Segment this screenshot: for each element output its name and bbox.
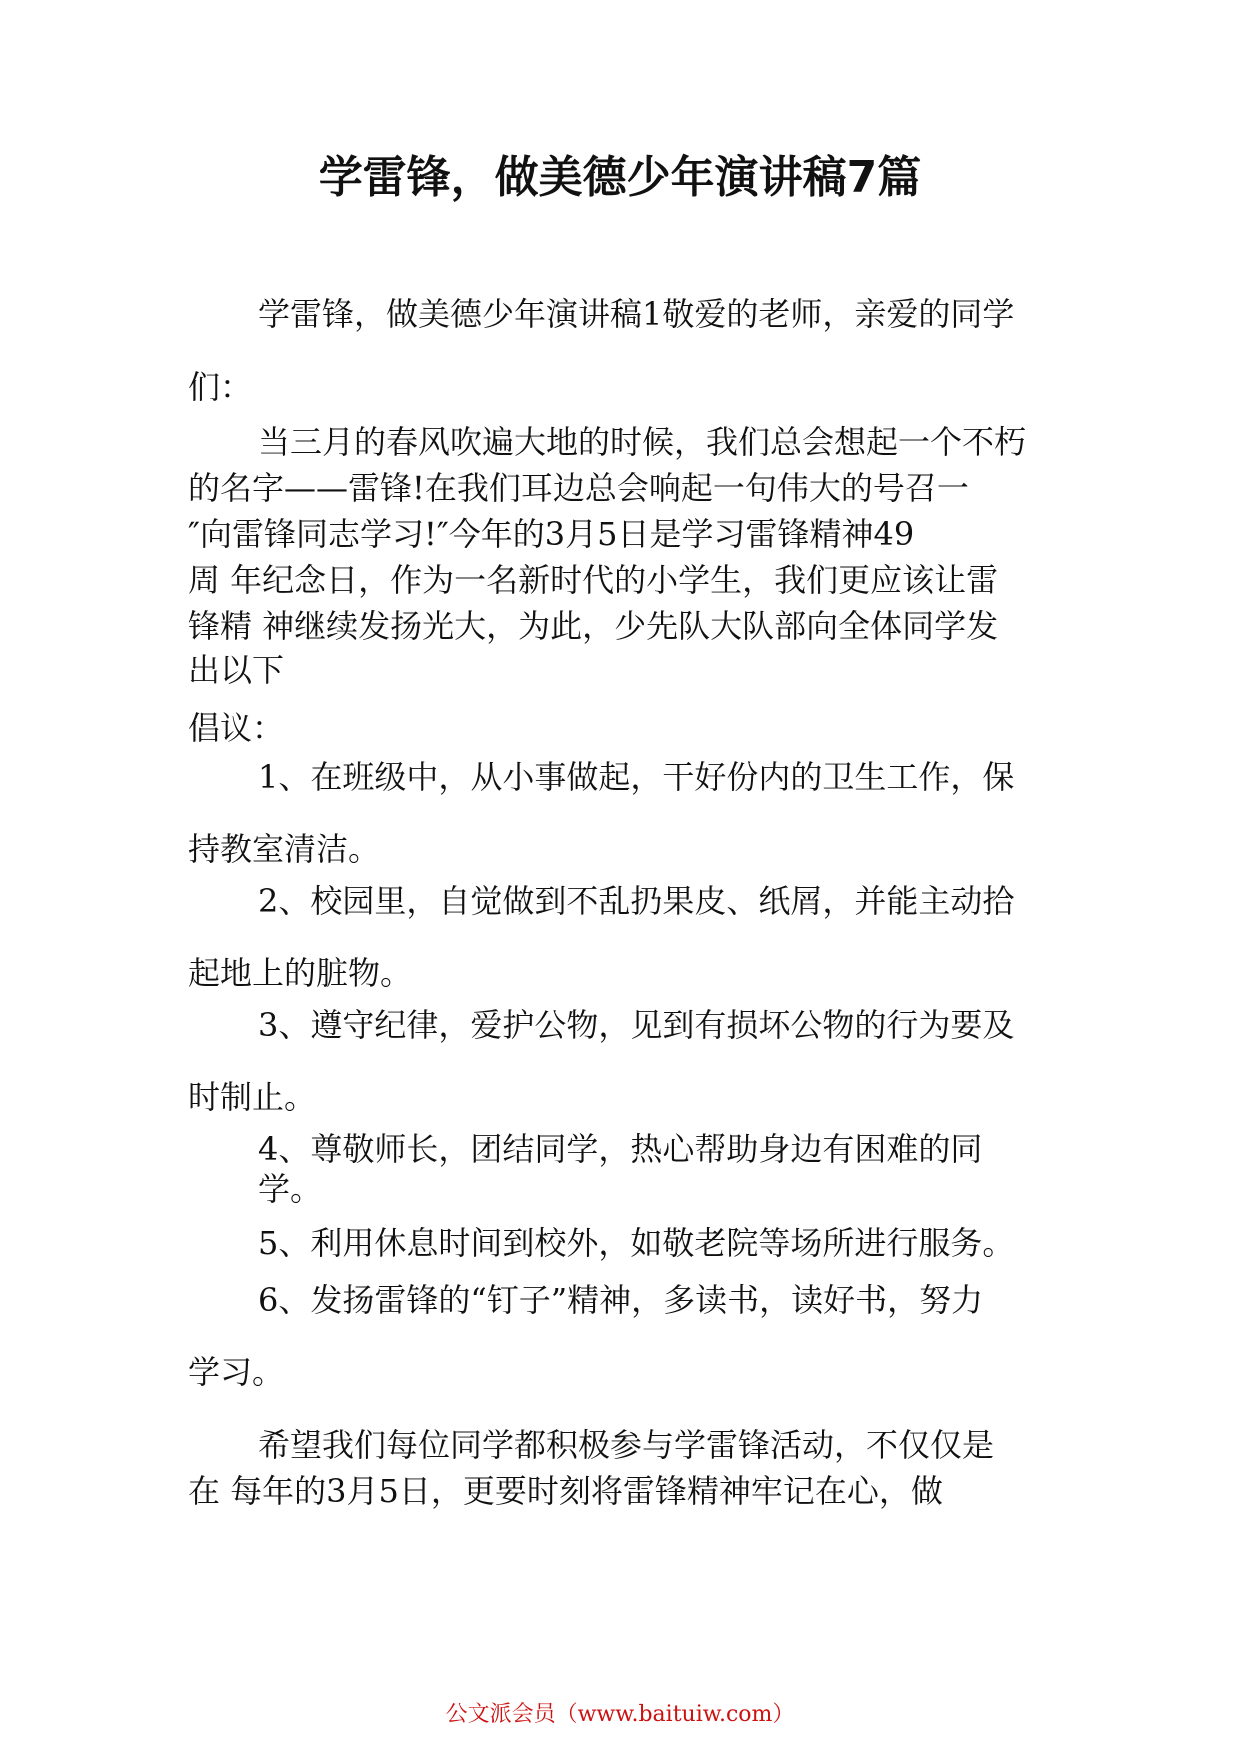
body-line: 学习。 (188, 1353, 285, 1391)
body-line: 当三月的春风吹遍大地的时候，我们总会想起一个不朽 (258, 423, 1027, 461)
body-line: 5、利用休息时间到校外，如敬老院等场所进行服务。 (258, 1224, 1015, 1262)
body-line: 周 年纪念日，作为一名新时代的小学生，我们更应该让雷 (188, 561, 999, 599)
body-line: 在 每年的3月5日，更要时刻将雷锋精神牢记在心，做 (188, 1472, 943, 1510)
body-line: 3、遵守纪律，爱护公物，见到有损坏公物的行为要及 (258, 1006, 1015, 1044)
body-line: 学。 (258, 1170, 323, 1208)
body-line: 持教室清洁。 (188, 830, 381, 868)
body-line: 的名字——雷锋!在我们耳边总会响起一句伟大的号召一 (188, 469, 969, 507)
footer-watermark: 公文派会员（www.baituiw.com） (445, 1702, 795, 1727)
body-line: 2、校园里，自觉做到不乱扔果皮、纸屑，并能主动拾 (258, 882, 1015, 920)
body-line: 锋精 神继续发扬光大，为此，少先队大队部向全体同学发 (188, 607, 999, 645)
body-line: 学雷锋，做美德少年演讲稿1敬爱的老师，亲爱的同学 (258, 295, 1015, 333)
body-line: 时制止。 (188, 1078, 317, 1116)
body-line: 出以下 (188, 651, 285, 689)
body-line: 4、尊敬师长，团结同学，热心帮助身边有困难的同 (258, 1130, 983, 1168)
body-line: ″向雷锋同志学习!″今年的3月5日是学习雷锋精神49 (188, 515, 915, 553)
body-line: 们： (188, 368, 253, 406)
body-line: 起地上的脏物。 (188, 954, 413, 992)
body-line: 1、在班级中，从小事做起，干好份内的卫生工作，保 (258, 758, 1015, 796)
body-line: 倡议： (188, 709, 285, 747)
body-line: 希望我们每位同学都积极参与学雷锋活动，不仅仅是 (258, 1426, 995, 1464)
document-title: 学雷锋，做美德少年演讲稿7篇 (318, 152, 922, 203)
body-line: 6、发扬雷锋的“钉子”精神，多读书，读好书，努力 (258, 1281, 984, 1319)
